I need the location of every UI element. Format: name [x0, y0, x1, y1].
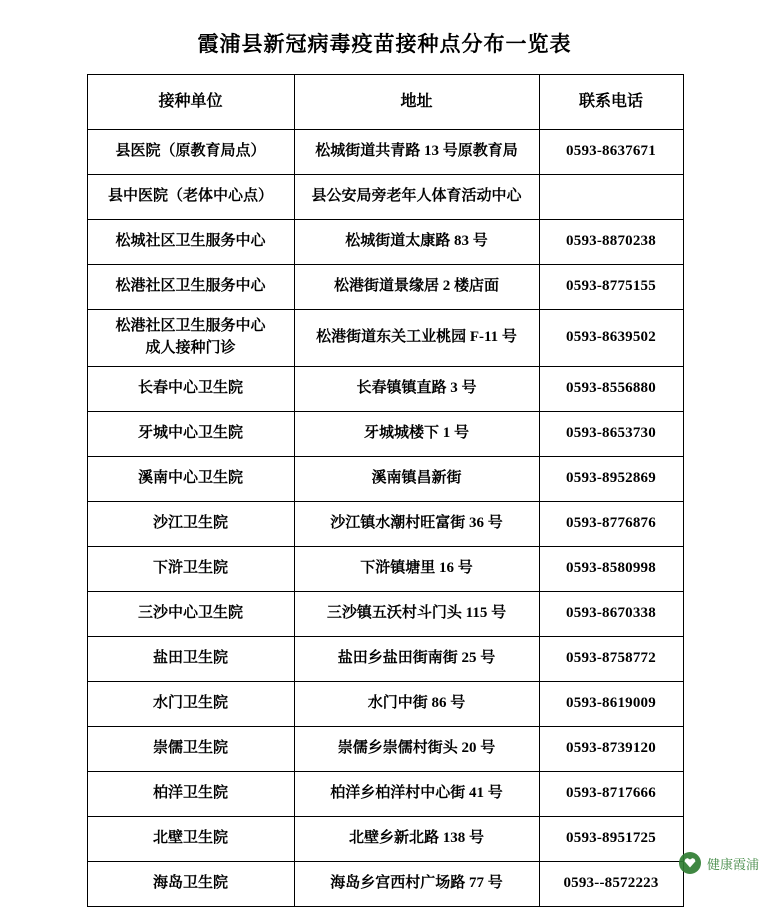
cell-address: 长春镇镇直路 3 号 [294, 366, 539, 411]
table-row [87, 636, 683, 681]
cell-address: 崇儒乡崇儒村街头 20 号 [294, 726, 539, 771]
cell-telephone: 0593-8556880 [539, 366, 683, 411]
table-row [87, 726, 683, 771]
cell-telephone: 0593-8653730 [539, 411, 683, 456]
cell-unit: 水门卫生院 [87, 681, 294, 726]
page-title: 霞浦县新冠病毒疫苗接种点分布一览表 [197, 32, 572, 56]
column-header-tel: 联系电话 [539, 75, 683, 130]
cell-unit: 沙江卫生院 [87, 501, 294, 546]
cell-address: 松城街道共青路 13 号原教育局 [294, 130, 539, 175]
cell-unit: 北壁卫生院 [87, 816, 294, 861]
cell-address: 盐田乡盐田街南街 25 号 [294, 636, 539, 681]
cell-telephone: 0593--8572223 [539, 861, 683, 906]
cell-telephone: 0593-8619009 [539, 681, 683, 726]
cell-address: 柏洋乡柏洋村中心街 41 号 [294, 771, 539, 816]
cell-unit: 松城社区卫生服务中心 [87, 220, 294, 265]
cell-unit: 下浒卫生院 [87, 546, 294, 591]
watermark [679, 852, 759, 874]
cell-unit: 松港社区卫生服务中心 [87, 265, 294, 310]
table-row [87, 411, 683, 456]
cell-telephone: 0593-8670338 [539, 591, 683, 636]
table-row [87, 130, 683, 175]
cell-unit: 柏洋卫生院 [87, 771, 294, 816]
cell-address: 海岛乡宫西村广场路 77 号 [294, 861, 539, 906]
cell-telephone: 0593-8717666 [539, 771, 683, 816]
table-row [87, 771, 683, 816]
cell-unit: 长春中心卫生院 [87, 366, 294, 411]
cell-telephone: 0593-8952869 [539, 456, 683, 501]
cell-address: 沙江镇水潮村旺富街 36 号 [294, 501, 539, 546]
cell-telephone: 0593-8758772 [539, 636, 683, 681]
table-header-row [87, 75, 683, 130]
vaccination-sites-table [87, 74, 684, 907]
cell-unit: 三沙中心卫生院 [87, 591, 294, 636]
cell-telephone [539, 175, 683, 220]
vaccination-sites-table-wrapper [87, 74, 683, 907]
cell-telephone: 0593-8870238 [539, 220, 683, 265]
table-row [87, 310, 683, 367]
table-row [87, 501, 683, 546]
cell-telephone: 0593-8951725 [539, 816, 683, 861]
health-leaf-icon [679, 852, 701, 874]
cell-address: 北壁乡新北路 138 号 [294, 816, 539, 861]
cell-unit: 松港社区卫生服务中心 成人接种门诊 [87, 310, 294, 367]
cell-address: 水门中街 86 号 [294, 681, 539, 726]
cell-telephone: 0593-8637671 [539, 130, 683, 175]
cell-address: 县公安局旁老年人体育活动中心 [294, 175, 539, 220]
cell-unit: 牙城中心卫生院 [87, 411, 294, 456]
cell-telephone: 0593-8776876 [539, 501, 683, 546]
table-row [87, 366, 683, 411]
table-row [87, 816, 683, 861]
table-row [87, 546, 683, 591]
cell-address: 下浒镇塘里 16 号 [294, 546, 539, 591]
table-row [87, 220, 683, 265]
table-header [87, 75, 683, 130]
cell-unit: 县中医院（老体中心点） [87, 175, 294, 220]
cell-telephone: 0593-8580998 [539, 546, 683, 591]
cell-address: 松城街道太康路 83 号 [294, 220, 539, 265]
cell-telephone: 0593-8775155 [539, 265, 683, 310]
cell-address: 松港街道东关工业桃园 F-11 号 [294, 310, 539, 367]
table-row [87, 265, 683, 310]
column-header-address: 地址 [294, 75, 539, 130]
cell-unit: 县医院（原教育局点） [87, 130, 294, 175]
cell-address: 溪南镇昌新街 [294, 456, 539, 501]
cell-address: 三沙镇五沃村斗门头 115 号 [294, 591, 539, 636]
table-row [87, 175, 683, 220]
cell-unit: 溪南中心卫生院 [87, 456, 294, 501]
cell-address: 牙城城楼下 1 号 [294, 411, 539, 456]
table-row [87, 681, 683, 726]
cell-unit: 崇儒卫生院 [87, 726, 294, 771]
table-body [87, 130, 683, 907]
cell-unit: 盐田卫生院 [87, 636, 294, 681]
cell-telephone: 0593-8739120 [539, 726, 683, 771]
table-row [87, 591, 683, 636]
table-row [87, 861, 683, 906]
column-header-unit: 接种单位 [87, 75, 294, 130]
watermark-label: 健康霞浦 [706, 856, 759, 872]
cell-address: 松港街道景缘居 2 楼店面 [294, 265, 539, 310]
cell-telephone: 0593-8639502 [539, 310, 683, 367]
table-row [87, 456, 683, 501]
cell-unit: 海岛卫生院 [87, 861, 294, 906]
